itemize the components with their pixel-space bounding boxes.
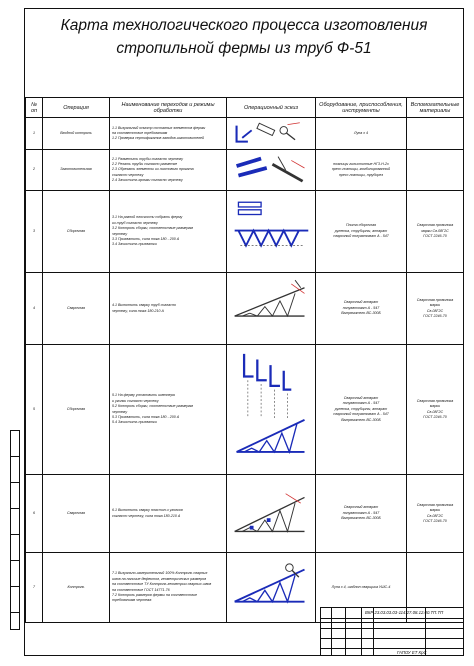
row-operation: Сварочная <box>43 475 110 553</box>
row-num: 7 <box>26 553 43 623</box>
tool-line: рулетка, струбцины, аппарат <box>334 228 388 233</box>
tool-line: Выпрямитель ВС-300Б <box>341 516 381 521</box>
sketch-truss-welding <box>229 274 313 343</box>
material-line: Сварочная проволока <box>416 398 454 403</box>
row-operation: Сборочная <box>43 345 110 475</box>
row-materials <box>407 475 464 553</box>
material-line: марки <box>429 303 441 308</box>
page-title <box>24 14 464 60</box>
table-row <box>26 273 464 345</box>
transition-line: чертежу, сила тока 180-210 А <box>112 308 164 313</box>
tool-line: пресс-ножницы, труборез <box>338 172 384 177</box>
tool-line: Лупа х 4, шаблон сварщика УШС-4 <box>331 584 391 589</box>
transition-line: 6.1 Выполнить сварку пластин и уголков <box>112 508 183 513</box>
tool-line: Сварочный аппарат <box>343 395 379 400</box>
row-tools <box>316 273 407 345</box>
material-line: марки Св-08Г2С <box>421 228 449 233</box>
transition-line: 3.4 Зачистить прихватки <box>112 242 157 247</box>
transition-line: требованиям чертежа <box>112 598 152 603</box>
tool-line: полуавтомат А - 547 <box>342 510 380 515</box>
transition-line: из труб согласно чертежу <box>112 220 158 225</box>
header-materials: Вспомогательные материалы <box>407 98 464 118</box>
row-num: 1 <box>26 118 43 150</box>
transition-line: 3.2 Контроль сборки, соответствие размерам <box>112 226 194 231</box>
row-tools <box>316 345 407 475</box>
table-row <box>26 345 464 475</box>
sketch-assembly <box>227 191 316 273</box>
row-operation: Заготовительная <box>43 150 110 191</box>
transition-line: чертежу <box>112 231 128 236</box>
row-materials <box>407 191 464 273</box>
tool-line: полуавтомат А - 547 <box>342 401 380 406</box>
sketch-pipes-cut <box>229 151 313 189</box>
title-block <box>320 607 464 656</box>
material-line: Св-08Г2С <box>426 513 444 518</box>
row-num: 3 <box>26 191 43 273</box>
sketch-inspection <box>227 118 316 150</box>
row-transitions <box>110 345 227 475</box>
row-transitions <box>110 475 227 553</box>
sketch-truss-plates <box>229 476 313 551</box>
material-line: ГОСТ 2246-70 <box>423 313 447 318</box>
material-line: Сварочная проволока <box>416 223 454 228</box>
tool-line: пресс-ножницы, комбинированный <box>331 167 391 172</box>
tool-line: Лупа х 4 <box>353 130 369 135</box>
transition-line: 5.4 Зачистить прихватки <box>112 420 157 425</box>
material-line: Св-08Г2С <box>426 308 444 313</box>
row-tools <box>316 118 407 150</box>
title-line-2: стропильной фермы из труб Ф-51 <box>116 40 372 57</box>
row-materials <box>407 118 464 150</box>
transition-line: на соответствие ТУ Контроль геометрии сварных швов <box>112 582 212 587</box>
row-num: 6 <box>26 475 43 553</box>
process-table <box>25 97 464 623</box>
transition-line: 5.2 Контроль сборки, соответствие размерам <box>112 404 194 409</box>
transition-line: швов на наличие дефектов, геометрических размеров <box>112 576 207 581</box>
row-operation: Сварочная <box>43 273 110 345</box>
row-transitions <box>110 273 227 345</box>
transition-line: 1.2 Проверка сертификатов заводов-изготовителей <box>112 136 204 141</box>
sketch-welding <box>227 273 316 345</box>
material-line: марки <box>429 508 441 513</box>
row-transitions <box>110 150 227 191</box>
transition-line: 5.3 Прихватить, сила тока 180 - 200 А <box>112 414 180 419</box>
row-num: 2 <box>26 150 43 191</box>
tool-line: Сварочный аппарат <box>343 505 379 510</box>
transition-line: и уголки согласно чертежу <box>112 398 159 403</box>
transition-line: 2.1 Разметить трубы согласно чертежу <box>112 156 184 161</box>
transition-line: на соответствие требованиям <box>112 130 168 135</box>
row-tools <box>316 191 407 273</box>
transition-line: на соответствие ГОСТ 14771-76 <box>112 587 170 592</box>
sketch-truss-assembly <box>229 192 313 271</box>
transition-line: 5.1 На ферму установить швеллера <box>112 393 175 398</box>
material-line: ГОСТ 2246-70 <box>423 234 447 239</box>
transition-line: чертежу <box>112 409 128 414</box>
document-code: ВКР 23.03.03.03-114.27.08.12.00.ТП.ТП <box>365 610 444 615</box>
header-sketch: Операционный эскиз <box>227 98 316 118</box>
transition-line: 2.3 Обрезать элементы из листового проката <box>112 167 194 172</box>
transition-line: 1.1 Визуальный осмотр составных элементов фермы <box>112 125 206 130</box>
header-tools: Оборудование, приспособления, инструменты <box>316 98 407 118</box>
organization-code: ГАПОУ ЕТ КрС <box>397 650 427 655</box>
transition-line: 4.1 Выполнить сварку труб согласно <box>112 303 176 308</box>
transition-line: 2.2 Резать трубы согласно разметке <box>112 162 178 167</box>
tool-line: Выпрямитель ВС-300Б <box>341 417 381 422</box>
row-transitions <box>110 553 227 623</box>
sketch-channels-angles <box>229 346 313 473</box>
sketch-inspection-final <box>227 553 316 623</box>
material-line: Св-08Г2С <box>426 409 444 414</box>
transition-line: 7.1 Визуально-измерительный 100% Контроль сварных <box>112 571 208 576</box>
material-line: Сварочная проволока <box>416 502 454 507</box>
transition-line: 3.1 На разной плоскости собрать ферму <box>112 215 183 220</box>
material-line: ГОСТ 2246-70 <box>423 414 447 419</box>
table-row <box>26 118 464 150</box>
header-num: № оп <box>26 98 43 118</box>
table-row <box>26 150 464 191</box>
row-operation: Контроль <box>43 553 110 623</box>
tool-line: полуавтомат А - 547 <box>342 305 380 310</box>
material-line: Сварочная проволока <box>416 297 454 302</box>
table-row <box>26 475 464 553</box>
title-line-1: Карта технологического процесса изготовления <box>60 17 428 34</box>
row-transitions <box>110 118 227 150</box>
row-materials <box>407 273 464 345</box>
row-num: 4 <box>26 273 43 345</box>
tool-line: ножницы гильотинные НГ3-Н-2х <box>333 162 389 167</box>
tool-line: сварочный полуавтомат А - 547 <box>333 234 389 239</box>
side-stamp <box>10 430 20 630</box>
row-transitions <box>110 191 227 273</box>
transition-line: согласно чертежу, сила тока 180-210 А <box>112 513 181 518</box>
material-line: марки <box>429 404 441 409</box>
tool-line: Сварочный аппарат <box>343 300 379 305</box>
transition-line: 7.2 Контроль размеров фермы на соответствие <box>112 592 197 597</box>
transition-line: 3.3 Прихватить, сила тока 180 - 200 А <box>112 236 180 241</box>
row-tools <box>316 475 407 553</box>
row-materials <box>407 345 464 475</box>
sketch-cutting <box>227 150 316 191</box>
row-operation: Сборочная <box>43 191 110 273</box>
row-operation: Входной контроль <box>43 118 110 150</box>
table-row <box>26 191 464 273</box>
sketch-magnifier-profiles <box>229 119 313 148</box>
transition-line: 2.4 Зачистить кромки согласно чертежу <box>112 178 183 183</box>
material-line: ГОСТ 2246-70 <box>423 518 447 523</box>
tool-line: рулетка, струбцины, аппарат <box>334 406 388 411</box>
sketch-channel-assembly <box>227 345 316 475</box>
header-transitions: Наименование переходов и режимы обработки <box>110 98 227 118</box>
tool-line: Плита сборочная <box>346 223 376 228</box>
header-operation: Операция <box>43 98 110 118</box>
sketch-plate-welding <box>227 475 316 553</box>
transition-line: согласно чертежу <box>112 172 144 177</box>
tool-line: Выпрямитель ВС-300Б <box>341 311 381 316</box>
tool-line: сварочный полуавтомат А - 547 <box>333 412 389 417</box>
row-tools <box>316 150 407 191</box>
row-num: 5 <box>26 345 43 475</box>
row-materials <box>407 150 464 191</box>
table-header-row <box>26 98 464 118</box>
sketch-truss-inspection <box>229 554 313 621</box>
